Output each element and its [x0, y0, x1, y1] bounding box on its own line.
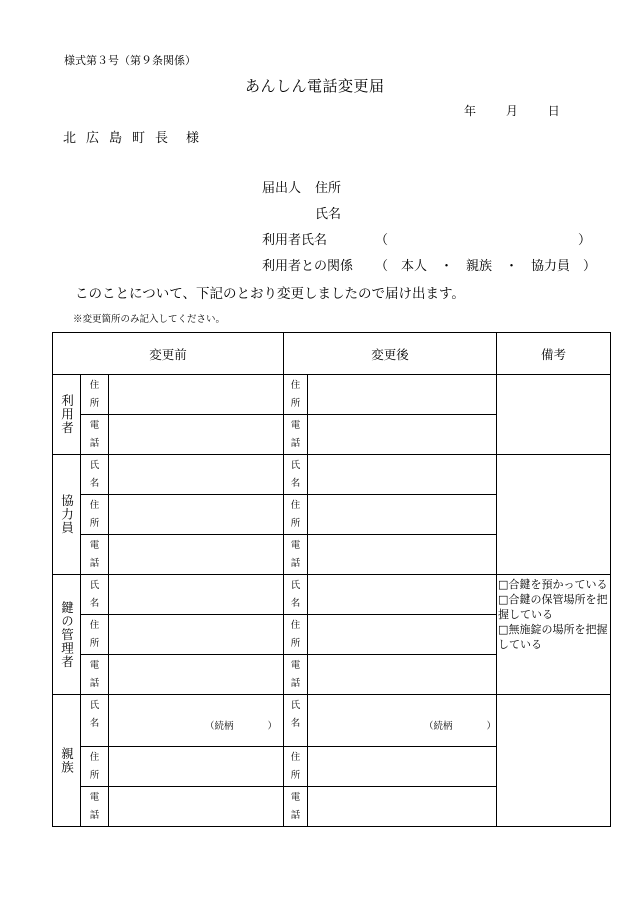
checkbox-has-spare-key[interactable]: □合鍵を預かっている [498, 578, 608, 591]
submitter-address-label: 住所 [315, 181, 342, 196]
notice-text: このことについて、下記のとおり変更しましたので届け出ます。 [75, 286, 465, 302]
relation-field-after: （続柄 ） [424, 721, 497, 732]
user-phone-before[interactable] [109, 415, 284, 455]
form-number: 様式第３号（第９条関係） [64, 54, 196, 67]
key-holder-phone-after[interactable] [308, 655, 497, 695]
header-after: 変更後 [284, 333, 497, 375]
key-holder-name-after[interactable] [308, 575, 497, 615]
addressee-name: 北広島町長 [63, 131, 179, 146]
field-label-phone: 電 話 [81, 655, 109, 695]
field-label-address: 住 所 [284, 375, 308, 415]
cooperator-name-before[interactable] [109, 455, 284, 495]
section-cooperator: 協力員 [53, 455, 81, 575]
field-label-address: 住 所 [81, 375, 109, 415]
date-month-label: 月 [505, 104, 518, 118]
user-address-before[interactable] [109, 375, 284, 415]
field-label-address: 住 所 [81, 747, 109, 787]
relative-name-before[interactable] [109, 695, 284, 747]
header-before: 変更前 [53, 333, 284, 375]
relation-options: （ 本人 ・ 親族 ・ 協力員 ） [375, 259, 597, 274]
relation-field-before: （続柄 ） [205, 721, 278, 732]
relative-remarks[interactable] [497, 695, 611, 827]
cooperator-name-after[interactable] [308, 455, 497, 495]
field-label-address: 住 所 [284, 495, 308, 535]
user-name-label: 利用者氏名 [262, 233, 328, 248]
relation-label: 利用者との関係 [262, 259, 354, 274]
relative-name-after[interactable] [308, 695, 497, 747]
key-holder-address-after[interactable] [308, 615, 497, 655]
date-year-label: 年 [464, 104, 477, 118]
addressee-honorific: 様 [186, 131, 210, 146]
cooperator-remarks[interactable] [497, 455, 611, 575]
submitter-name-label: 氏名 [315, 207, 342, 222]
submitter-label: 届出人 [262, 181, 302, 196]
cooperator-phone-after[interactable] [308, 535, 497, 575]
cooperator-phone-before[interactable] [109, 535, 284, 575]
key-holder-name-before[interactable] [109, 575, 284, 615]
relative-phone-before[interactable] [109, 787, 284, 827]
field-label-name: 氏 名 [81, 575, 109, 615]
date-line[interactable] [464, 105, 586, 117]
field-label-phone: 電 話 [284, 415, 308, 455]
checkbox-knows-unlocked-place[interactable]: □無施錠の場所を把握している [498, 623, 608, 651]
user-remarks[interactable] [497, 375, 611, 455]
date-day-label: 日 [547, 104, 560, 118]
cooperator-address-before[interactable] [109, 495, 284, 535]
user-name-open-paren: （ [375, 233, 389, 248]
relative-address-before[interactable] [109, 747, 284, 787]
user-address-after[interactable] [308, 375, 497, 415]
checkbox-knows-key-location[interactable]: □合鍵の保管場所を把握している [498, 593, 608, 621]
key-holder-phone-before[interactable] [109, 655, 284, 695]
section-relative: 親族 [53, 695, 81, 827]
header-remarks: 備考 [497, 333, 611, 375]
field-label-address: 住 所 [81, 495, 109, 535]
field-label-name: 氏 名 [81, 455, 109, 495]
relative-phone-after[interactable] [308, 787, 497, 827]
section-user: 利用者 [53, 375, 81, 455]
relative-address-after[interactable] [308, 747, 497, 787]
field-label-name: 氏 名 [284, 455, 308, 495]
field-label-phone: 電 話 [81, 787, 109, 827]
field-label-phone: 電 話 [284, 535, 308, 575]
instruction-text: ※変更箇所のみ記入してください。 [73, 314, 226, 325]
field-label-phone: 電 話 [284, 787, 308, 827]
key-holder-address-before[interactable] [109, 615, 284, 655]
field-label-phone: 電 話 [81, 415, 109, 455]
field-label-name: 氏 名 [81, 695, 109, 747]
field-label-name: 氏 名 [284, 575, 308, 615]
section-key-holder: 鍵の管理者 [53, 575, 81, 695]
field-label-address: 住 所 [284, 747, 308, 787]
change-table [52, 332, 611, 827]
field-label-name: 氏 名 [284, 695, 308, 747]
field-label-phone: 電 話 [81, 535, 109, 575]
form-title: あんしん電話変更届 [245, 77, 385, 95]
addressee [63, 132, 209, 145]
field-label-phone: 電 話 [284, 655, 308, 695]
field-label-address: 住 所 [81, 615, 109, 655]
user-name-close-paren: ） [578, 233, 592, 248]
cooperator-address-after[interactable] [308, 495, 497, 535]
key-holder-remarks[interactable] [497, 575, 611, 695]
field-label-address: 住 所 [284, 615, 308, 655]
user-phone-after[interactable] [308, 415, 497, 455]
